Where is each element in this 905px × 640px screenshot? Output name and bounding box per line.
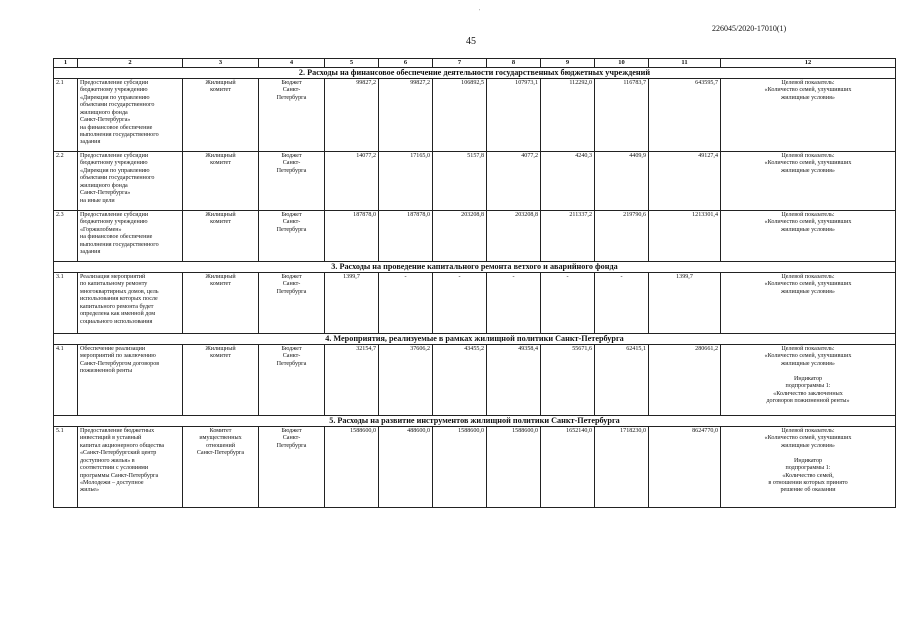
- col-number: 2: [78, 59, 183, 68]
- section-header-4: [54, 334, 896, 345]
- amount-col-7: 1588600,0: [433, 427, 487, 508]
- amount-total: 1213301,4: [649, 211, 721, 262]
- activity-name: Предоставление субсидии бюджетному учреждению «Дирекция по управлению объектами государственного жилищного фонда Санкт-Петербурга» на финансовое обеспечение выполнения государственного задания: [78, 79, 183, 152]
- table-row: [54, 345, 896, 416]
- col-number: 12: [721, 59, 896, 68]
- row-number: 4.1: [54, 345, 78, 416]
- col-number: 4: [259, 59, 325, 68]
- amount-col-8: 4077,2: [487, 152, 541, 211]
- amount-col-10: 62415,1: [595, 345, 649, 416]
- row-number: 2.2: [54, 152, 78, 211]
- amount-col-9: 211337,2: [541, 211, 595, 262]
- amount-total: 49127,4: [649, 152, 721, 211]
- table-row: [54, 211, 896, 262]
- table-row: [54, 79, 896, 152]
- col-number: 1: [54, 59, 78, 68]
- amount-col-5: 1588600,0: [325, 427, 379, 508]
- scan-dot: ': [479, 9, 481, 15]
- executor: Комитет имущественных отношений Санкт-Петербурга: [183, 427, 259, 508]
- section-header-5: [54, 416, 896, 427]
- amount-col-9: 4240,3: [541, 152, 595, 211]
- amount-col-5: 187878,0: [325, 211, 379, 262]
- col-number: 8: [487, 59, 541, 68]
- page-number: 45: [466, 36, 476, 47]
- funding-source: Бюджет Санкт- Петербурга: [259, 211, 325, 262]
- activity-name: Реализация мероприятий по капитальному ремонту многоквартирных домов, цель использования которых после капитального ремонта будет определена как именной дом социального использования: [78, 273, 183, 334]
- table-row: [54, 273, 896, 334]
- activity-name: Предоставление субсидии бюджетному учреждению «Горжилобмен» на финансовое обеспечение выполнения государственного задания: [78, 211, 183, 262]
- activity-name: Обеспечение реализации мероприятий по заключению Санкт-Петербургом договоров пожизненной ренты: [78, 345, 183, 416]
- amount-total: 1399,7: [649, 273, 721, 334]
- amount-col-7: 5157,8: [433, 152, 487, 211]
- col-number: 10: [595, 59, 649, 68]
- amount-col-8: 49358,4: [487, 345, 541, 416]
- col-number: 9: [541, 59, 595, 68]
- row-number: 2.3: [54, 211, 78, 262]
- section-header-3: [54, 262, 896, 273]
- amount-col-6: 187878,0: [379, 211, 433, 262]
- col-number: 5: [325, 59, 379, 68]
- amount-col-5: 14077,2: [325, 152, 379, 211]
- amount-col-6: 37606,2: [379, 345, 433, 416]
- indicator: Целевой показатель: «Количество семей, улучшивших жилищные условия» Индикатор подпрограммы 1: «Количество заключенных договоров пожизненной ренты»: [721, 345, 896, 416]
- amount-col-6: 17165,0: [379, 152, 433, 211]
- amount-col-5: 99827,2: [325, 79, 379, 152]
- amount-col-9: 55671,6: [541, 345, 595, 416]
- column-number-row: [54, 59, 896, 68]
- budget-table: [53, 58, 896, 508]
- amount-col-10: 1718230,0: [595, 427, 649, 508]
- amount-col-9: 112292,0: [541, 79, 595, 152]
- amount-col-10: 219790,6: [595, 211, 649, 262]
- document-id: 226045/2020-17010(1): [712, 24, 787, 33]
- indicator: Целевой показатель: «Количество семей, улучшивших жилищные условия»: [721, 79, 896, 152]
- amount-total: 643595,7: [649, 79, 721, 152]
- col-number: 3: [183, 59, 259, 68]
- col-number: 6: [379, 59, 433, 68]
- table-row: [54, 427, 896, 508]
- section-title: 3. Расходы на проведение капитального ремонта ветхого и аварийного фонда: [54, 262, 896, 273]
- amount-col-5: 32154,7: [325, 345, 379, 416]
- amount-col-6: 488600,0: [379, 427, 433, 508]
- amount-col-6: 99827,2: [379, 79, 433, 152]
- amount-total: 280661,2: [649, 345, 721, 416]
- amount-col-8: 107973,1: [487, 79, 541, 152]
- amount-col-10: 4409,9: [595, 152, 649, 211]
- indicator: Целевой показатель: «Количество семей, улучшивших жилищные условия»: [721, 273, 896, 334]
- activity-name: Предоставление бюджетных инвестиций в уставный капитал акционерного общества «Санкт-Петербургский центр доступного жилья» в соответствии с условиями программы Санкт-Петербурга «Молодежи – доступное жилье»: [78, 427, 183, 508]
- section-title: 4. Мероприятия, реализуемые в рамках жилищной политики Санкт-Петербурга: [54, 334, 896, 345]
- amount-col-8: -: [487, 273, 541, 334]
- amount-col-10: 116783,7: [595, 79, 649, 152]
- amount-col-7: 106892,5: [433, 79, 487, 152]
- executor: Жилищный комитет: [183, 273, 259, 334]
- funding-source: Бюджет Санкт- Петербурга: [259, 427, 325, 508]
- indicator: Целевой показатель: «Количество семей, улучшивших жилищные условия»: [721, 152, 896, 211]
- amount-col-7: -: [433, 273, 487, 334]
- funding-source: Бюджет Санкт- Петербурга: [259, 79, 325, 152]
- activity-name: Предоставление субсидии бюджетному учреждению «Дирекция по управлению объектами государственного жилищного фонда Санкт-Петербурга» на иные цели: [78, 152, 183, 211]
- section-title: 5. Расходы на развитие инструментов жилищной политики Санкт-Петербурга: [54, 416, 896, 427]
- col-number: 7: [433, 59, 487, 68]
- executor: Жилищный комитет: [183, 345, 259, 416]
- amount-col-5: 1399,7: [325, 273, 379, 334]
- table-row: [54, 152, 896, 211]
- executor: Жилищный комитет: [183, 152, 259, 211]
- section-header-2: [54, 68, 896, 79]
- funding-source: Бюджет Санкт- Петербурга: [259, 152, 325, 211]
- amount-col-10: -: [595, 273, 649, 334]
- amount-col-8: 203208,8: [487, 211, 541, 262]
- section-title: 2. Расходы на финансовое обеспечение деятельности государственных бюджетных учреждений: [54, 68, 896, 79]
- funding-source: Бюджет Санкт- Петербурга: [259, 345, 325, 416]
- amount-col-9: -: [541, 273, 595, 334]
- indicator: Целевой показатель: «Количество семей, улучшивших жилищные условия» Индикатор подпрограммы 1: «Количество семей, в отношении которых принято решение об оказании: [721, 427, 896, 508]
- executor: Жилищный комитет: [183, 211, 259, 262]
- col-number: 11: [649, 59, 721, 68]
- amount-total: 8624770,0: [649, 427, 721, 508]
- funding-source: Бюджет Санкт- Петербурга: [259, 273, 325, 334]
- amount-col-7: 43455,2: [433, 345, 487, 416]
- amount-col-8: 1588600,0: [487, 427, 541, 508]
- amount-col-7: 203208,8: [433, 211, 487, 262]
- amount-col-6: -: [379, 273, 433, 334]
- row-number: 5.1: [54, 427, 78, 508]
- amount-col-9: 1652140,0: [541, 427, 595, 508]
- indicator: Целевой показатель: «Количество семей, улучшивших жилищные условия»: [721, 211, 896, 262]
- row-number: 3.1: [54, 273, 78, 334]
- executor: Жилищный комитет: [183, 79, 259, 152]
- row-number: 2.1: [54, 79, 78, 152]
